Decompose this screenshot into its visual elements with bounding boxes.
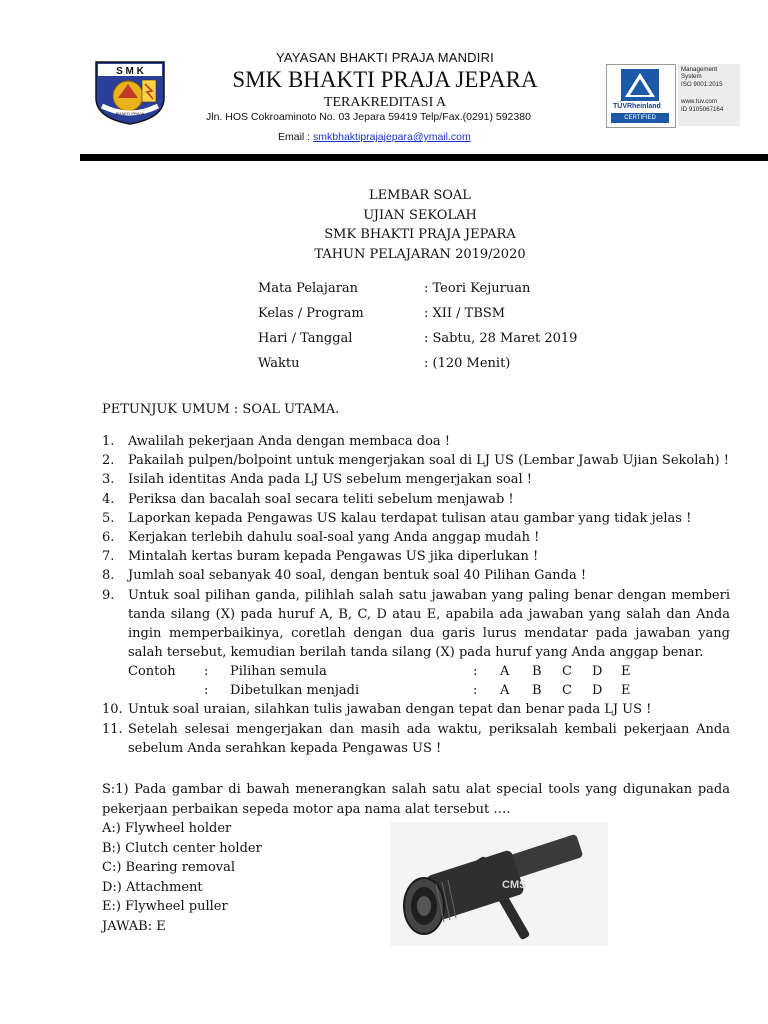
- option-letter: C: [562, 664, 572, 680]
- option-letter: A: [500, 664, 510, 680]
- answer-option: A:) Flywheel holder: [102, 821, 232, 836]
- tuv-logo: [606, 64, 676, 128]
- item-number: 8.: [102, 568, 115, 584]
- example-label: Contoh: [128, 664, 176, 680]
- answer-key: JAWAB: E: [102, 918, 166, 934]
- list-item: [102, 566, 730, 585]
- list-item: [102, 509, 730, 528]
- item-text: Mintalah kertas buram kepada Pengawas US jika diperlukan !: [128, 549, 539, 565]
- option-letter: B: [532, 683, 542, 699]
- image-watermark: CMS: [502, 879, 527, 891]
- foundation-name: YAYASAN BHAKTI PRAJA MANDIRI: [276, 50, 494, 65]
- list-item: [102, 547, 730, 566]
- iso-line: Management: [681, 66, 718, 73]
- logo-text: S M K: [116, 66, 144, 77]
- school-address: Jln. HOS Cokroaminoto No. 03 Jepara 59419 Telp/Fax.(0291) 592380: [206, 111, 531, 123]
- list-item: [102, 432, 730, 451]
- school-heading: [190, 50, 580, 111]
- iso-details: [678, 64, 740, 126]
- flywheel-puller-image: [390, 822, 608, 946]
- option-letter: E: [621, 683, 631, 699]
- iso-line: ISO 9001:2015: [681, 80, 723, 88]
- list-item: [102, 700, 730, 719]
- school-email: [278, 131, 471, 143]
- iso-line: www.tuv.com: [681, 98, 717, 106]
- option-letter: D: [592, 664, 603, 680]
- school-logo: [92, 58, 168, 126]
- instructions-list: [102, 432, 730, 758]
- option-letter: C: [562, 683, 572, 699]
- option-letter: E: [621, 664, 631, 680]
- school-name: SMK BHAKTI PRAJA JEPARA: [232, 67, 538, 92]
- email-link[interactable]: smkbhaktiprajajepara@ymail.com: [313, 131, 471, 143]
- tuv-brand: TÜVRheinland: [613, 103, 661, 110]
- list-item: [102, 451, 730, 470]
- info-label: Hari / Tanggal: [258, 331, 353, 346]
- list-item: [102, 720, 730, 758]
- exam-title-block: [180, 186, 660, 264]
- info-value: : XII / TBSM: [424, 306, 506, 321]
- example-colon: :: [473, 664, 478, 680]
- logo-ribbon-text: BHAKTI PRAJA: [115, 111, 145, 116]
- option-letter: A: [500, 683, 510, 699]
- header-divider: [80, 154, 768, 161]
- info-value: : (120 Menit): [424, 356, 511, 371]
- item-text: Pakailah pulpen/bolpoint untuk mengerjakan soal di LJ US (Lembar Jawab Ujian Sekolah) !: [128, 453, 729, 469]
- item-text: Awalilah pekerjaan Anda dengan membaca doa !: [128, 434, 451, 449]
- answer-option: E:) Flywheel puller: [102, 899, 228, 914]
- item-number: 6.: [102, 530, 115, 546]
- answer-option: D:) Attachment: [102, 879, 203, 895]
- item-number: 4.: [102, 491, 115, 507]
- answer-option: B:) Clutch center holder: [102, 840, 262, 856]
- example-colon: :: [473, 683, 478, 699]
- example-text: Dibetulkan menjadi: [230, 683, 360, 699]
- item-text: Kerjakan terlebih dahulu soal-soal yang Anda anggap mudah !: [128, 530, 540, 546]
- item-text: Laporkan kepada Pengawas US kalau terdapat tulisan atau gambar yang tidak jelas !: [128, 510, 692, 526]
- info-label: Waktu: [258, 356, 300, 371]
- item-number: 7.: [102, 549, 115, 565]
- question-text: S:1) Pada gambar di bawah menerangkan salah satu alat special tools yang digunakan pada pekerjaan perbaikan sepeda motor apa nama alat tersebut ….: [102, 782, 730, 817]
- item-number: 1.: [102, 434, 115, 449]
- example-colon: :: [204, 683, 209, 699]
- iso-line: System: [681, 73, 702, 81]
- item-text: Periksa dan bacalah soal secara teliti sebelum menjawab !: [128, 491, 514, 507]
- list-item: [102, 586, 730, 701]
- answer-option: C:) Bearing removal: [102, 860, 236, 875]
- item-text: Untuk soal uraian, silahkan tulis jawaban dengan tepat dan benar pada LJ US !: [128, 702, 652, 718]
- list-item: [102, 470, 730, 489]
- example-row-corrected: [128, 681, 730, 700]
- info-value: : Sabtu, 28 Maret 2019: [424, 331, 578, 346]
- info-label: Mata Pelajaran: [258, 281, 359, 296]
- example-colon: :: [204, 664, 209, 680]
- title-line: TAHUN PELAJARAN 2019/2020: [314, 246, 526, 262]
- letterhead: [0, 0, 768, 170]
- info-label: Kelas / Program: [258, 306, 364, 321]
- list-item: [102, 490, 730, 509]
- item-text: Setelah selesai mengerjakan dan masih ada waktu, periksalah kembali pekerjaan Anda sebelum Anda serahkan kepada Pengawas US !: [128, 721, 730, 756]
- option-letter: B: [532, 664, 542, 680]
- title-line: SMK BHAKTI PRAJA JEPARA: [324, 227, 516, 242]
- item-number: 11.: [102, 721, 123, 737]
- email-label: Email :: [278, 131, 311, 143]
- item-text: Isilah identitas Anda pada LJ US sebelum mengerjakan soal !: [128, 472, 532, 488]
- title-line: LEMBAR SOAL: [369, 188, 471, 203]
- info-value: : Teori Kejuruan: [424, 281, 531, 296]
- item-number: 5.: [102, 510, 115, 526]
- item-text: Jumlah soal sebanyak 40 soal, dengan bentuk soal 40 Pilihan Ganda !: [128, 568, 587, 584]
- title-line: UJIAN SEKOLAH: [363, 207, 477, 223]
- item-number: 3.: [102, 472, 115, 488]
- example-row-original: [128, 662, 730, 681]
- item-text: Untuk soal pilihan ganda, pilihlah salah satu jawaban yang paling benar dengan memberi tanda silang (X) pada huruf A, B, C, D atau E, apabila ada jawaban yang salah dan Anda ingin memperbaikinya, coretlah dengan dua garis lurus mendatar pada jawaban yang salah tersebut, kemudian berilah tanda silang (X) pada huruf yang Anda anggap benar.: [128, 587, 730, 661]
- item-number: 9.: [102, 587, 115, 603]
- instructions-heading: PETUNJUK UMUM : SOAL UTAMA.: [102, 402, 340, 417]
- list-item: [102, 528, 730, 547]
- tuv-certified-label: CERTIFIED: [611, 113, 669, 123]
- iso-certificate-badge: [606, 64, 740, 126]
- item-number: 10.: [102, 702, 123, 718]
- option-letter: D: [592, 683, 603, 699]
- example-text: Pilihan semula: [230, 664, 327, 680]
- accreditation: TERAKREDITASI A: [323, 95, 447, 110]
- iso-line: ID 9105067164: [681, 105, 724, 113]
- item-number: 2.: [102, 453, 115, 469]
